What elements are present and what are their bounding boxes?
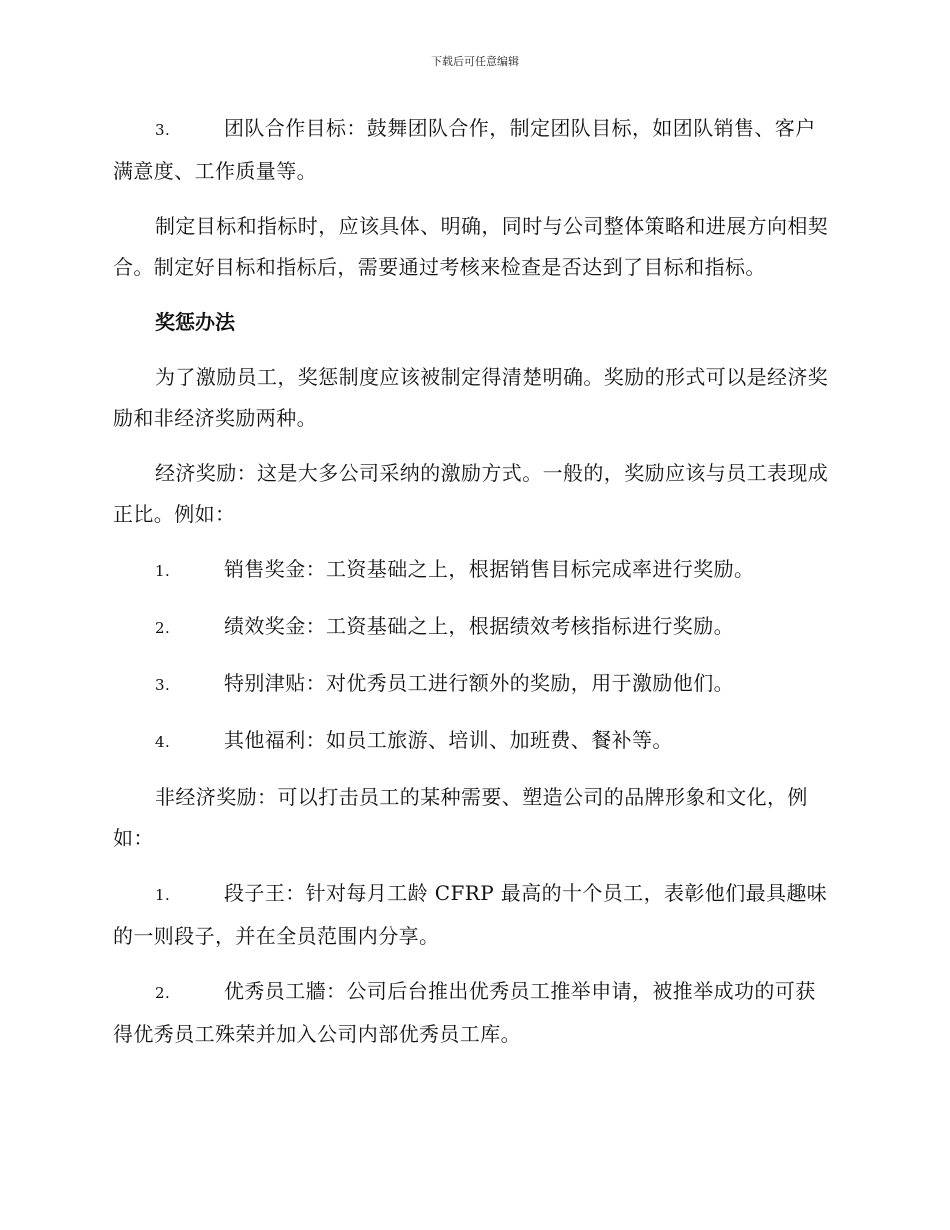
paragraph-economic-rewards: 经济奖励：这是大多公司采纳的激励方式。一般的，奖励应该与员工表现成正比。例如：: [113, 461, 829, 526]
list-number: 1.: [155, 562, 171, 580]
list-text: 销售奖金：工资基础之上，根据销售目标完成率进行奖励。: [224, 557, 755, 581]
page-header: 下载后可任意编辑: [431, 55, 519, 68]
list-item-employee-wall: [113, 971, 833, 1055]
list-text: 段子王：针对每月工龄 CFRP 最高的十个员工，表彰他们最具趣味的一则段子，并在全员范围内分享。: [113, 881, 828, 948]
list-text: 绩效奖金：工资基础之上，根据绩效考核指标进行奖励。: [224, 614, 734, 638]
list-item-joke-king: [113, 873, 833, 957]
list-number: 3.: [155, 676, 171, 694]
section-heading-rewards: 奖惩办法: [155, 310, 235, 334]
list-item-other-benefits: [113, 720, 833, 763]
list-number: 3.: [155, 121, 171, 139]
list-number: 1.: [155, 886, 171, 904]
list-item-performance-bonus: [113, 606, 833, 649]
list-text: 团队合作目标：鼓舞团队合作，制定团队目标，如团队销售、客户满意度、工作质量等。: [113, 116, 816, 183]
list-number: 2.: [155, 619, 171, 637]
list-number: 2.: [155, 984, 171, 1002]
list-text: 其他福利：如员工旅游、培训、加班费、餐补等。: [224, 728, 673, 752]
list-item-team-goal: [113, 108, 833, 192]
paragraph-goals: 制定目标和指标时，应该具体、明确，同时与公司整体策略和进展方向相契合。制定好目标和指标后，需要通过考核来检查是否达到了目标和指标。: [113, 214, 829, 279]
list-text: 优秀员工牆：公司后台推出优秀员工推举申请，被推举成功的可获得优秀员工殊荣并加入公司内部优秀员工库。: [113, 979, 816, 1046]
paragraph-intro: 为了激励员工，奖惩制度应该被制定得清楚明确。奖励的形式可以是经济奖励和非经济奖励两种。: [113, 365, 829, 430]
paragraph-noneconomic-rewards: 非经济奖励：可以打击员工的某种需要、塑造公司的品牌形象和文化，例如：: [113, 785, 808, 850]
list-item-sales-bonus: [113, 549, 833, 592]
list-item-special-allowance: [113, 663, 833, 706]
list-text: 特别津贴：对优秀员工进行额外的奖励，用于激励他们。: [224, 671, 734, 695]
document-body: [113, 108, 833, 1069]
list-number: 4.: [155, 733, 171, 751]
